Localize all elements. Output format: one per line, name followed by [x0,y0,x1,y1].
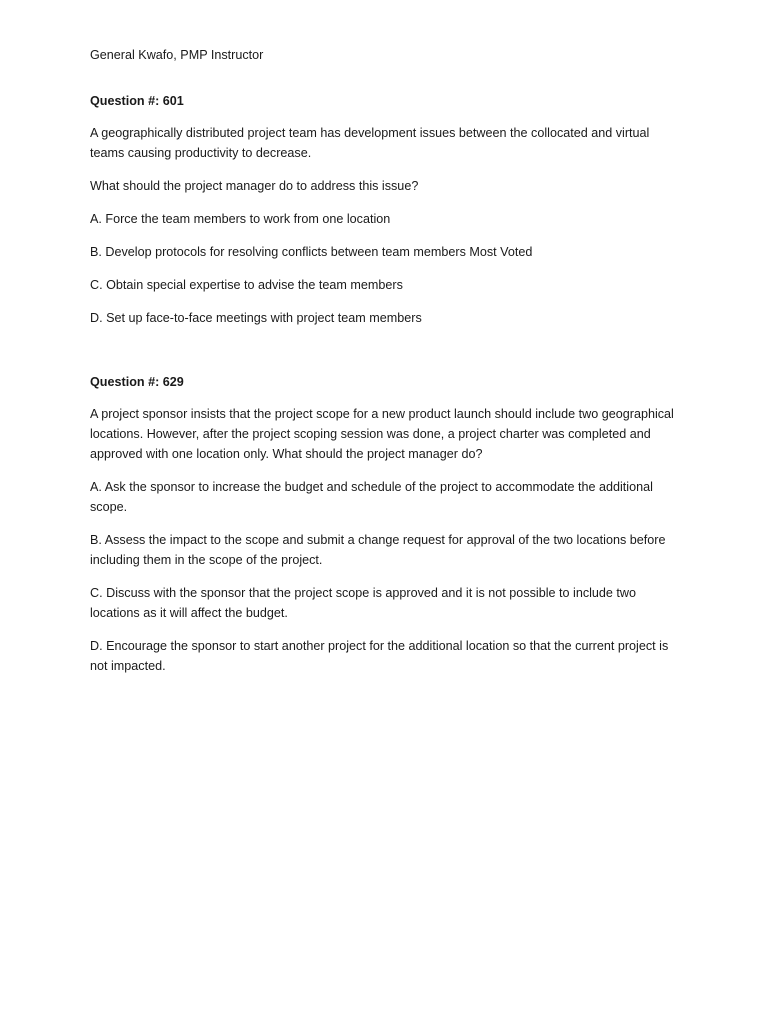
document-page [90,45,680,720]
option-a: A. Ask the sponsor to increase the budget and schedule of the project to accommodate the additional scope. [90,480,653,514]
option-b: B. Develop protocols for resolving conflicts between team members Most Voted [90,245,533,259]
option-d: D. Set up face-to-face meetings with project team members [90,311,422,325]
option-b: B. Assess the impact to the scope and submit a change request for approval of the two locations before including them in the scope of the project. [90,533,666,567]
option-d: D. Encourage the sponsor to start another project for the additional location so that the current project is not impacted. [90,639,669,673]
option-a: A. Force the team members to work from one location [90,212,391,226]
question-629 [90,372,680,676]
option-c: C. Discuss with the sponsor that the project scope is approved and it is not possible to include two locations as it will affect the budget. [90,586,637,620]
option-c: C. Obtain special expertise to advise the team members [90,278,403,292]
author-header: General Kwafo, PMP Instructor [90,48,264,62]
question-title: Question #: 601 [90,94,184,108]
question-prompt: What should the project manager do to address this issue? [90,179,419,193]
question-601 [90,91,680,328]
question-title: Question #: 629 [90,375,184,389]
question-stem: A geographically distributed project team has development issues between the collocated and virtual teams causing productivity to decrease. [90,126,650,160]
question-stem: A project sponsor insists that the project scope for a new product launch should include two geographical locations. However, after the project scoping session was done, a project charter was completed and approved with one location only. What should the project manager do? [90,407,674,461]
